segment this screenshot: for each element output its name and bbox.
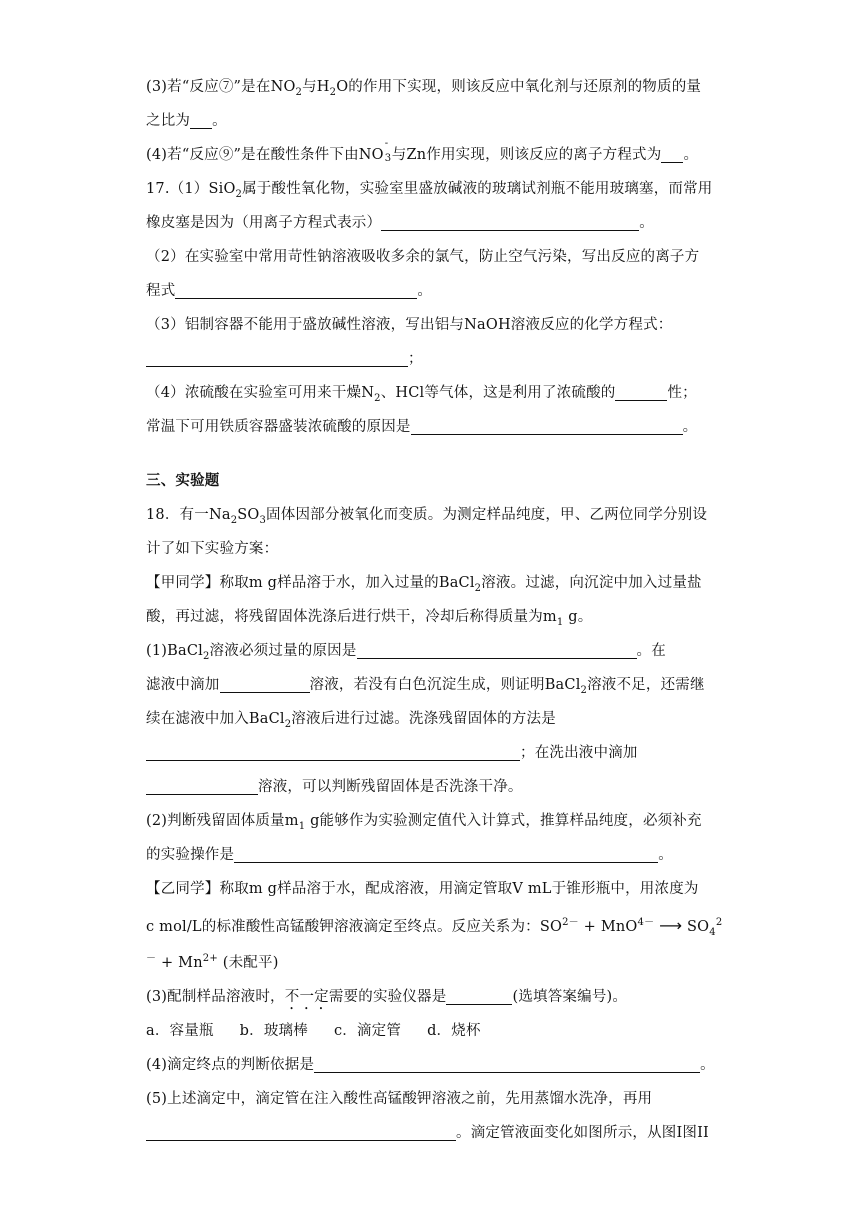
reaction-arrow-icon: ⟶ xyxy=(659,916,683,935)
q17-part4-line1: （4）浓硫酸在实验室可用来干燥$N_2$、HCl等气体，这是利用了浓硫酸的 性； xyxy=(146,376,718,410)
q17-part3-line2: ； xyxy=(146,342,718,376)
q18-yi-line1: 【乙同学】称取m g样品溶于水，配成溶液，用滴定管取V mL于锥形瓶中，用浓度为 xyxy=(146,881,699,897)
q18-intro-line2: 计了如下实验方案： xyxy=(146,541,279,557)
option-c[interactable]: c．滴定管 xyxy=(333,1023,402,1039)
answer-blank[interactable] xyxy=(314,1050,700,1073)
q17-part1-line1: 17.（1）SiO$_2$属于酸性氧化物，实验室里盛放碱液的玻璃试剂瓶不能用玻璃塞，而常用 xyxy=(146,181,713,200)
option-d[interactable]: d．烧杯 xyxy=(427,1023,481,1039)
option-b[interactable]: b．玻璃棒 xyxy=(239,1023,308,1039)
q16-part3-line2: 之比为 。 xyxy=(146,104,718,138)
q18-s1-line5: 溶液，可以判断残留固体是否洗涤干净。 xyxy=(146,770,718,804)
option-a[interactable]: a．容量瓶 xyxy=(146,1023,214,1039)
q16-part4-line: (4)若“反应⑨”是在酸性条件下由NO - 3 与Zn作用实现，则该反应的离子方程式为 。 xyxy=(146,138,699,164)
answer-blank[interactable] xyxy=(146,738,520,761)
q18-s1-line4: ；在洗出液中滴加 xyxy=(146,736,718,770)
answer-blank[interactable] xyxy=(234,840,658,863)
q18-s3-options xyxy=(146,1014,718,1048)
q17-part1-line2: 橡皮塞是因为（用离子方程式表示） 。 xyxy=(146,206,718,240)
answer-blank[interactable] xyxy=(190,106,212,129)
q18-intro-line1: 18．有一$Na_2SO_3$固体因部分被氧化而变质。为测定样品纯度，甲、乙两位同学分别设 xyxy=(146,507,708,526)
answer-blank[interactable] xyxy=(146,772,258,795)
q16-part3-line1: (3)若“反应⑦”是在$NO_2$与$H_2O$的作用下实现，则该反应中氧化剂与还原剂的物质的量 xyxy=(146,79,702,98)
q18-s2-line2: 的实验操作是 。 xyxy=(146,838,718,872)
answer-blank[interactable] xyxy=(146,344,408,367)
q18-s5-line1: (5)上述滴定中，滴定管在注入酸性高锰酸钾溶液之前，先用蒸馏水洗净，再用 xyxy=(146,1091,653,1107)
q18-jia-line1: 【甲同学】称取m g样品溶于水，加入过量的BaCl$_2$溶液。过滤，向沉淀中加入过量盐 xyxy=(146,575,702,594)
q18-yi-line2: c mol/L的标准酸性高锰酸钾溶液滴定至终点。反应关系为：$SO^{2-} + MnO^{4-}$ ⟶ $SO_4^2$ xyxy=(146,916,723,938)
q18-s4-line: (4)滴定终点的判断依据是 。 xyxy=(146,1048,718,1082)
document-page xyxy=(146,70,723,1150)
q18-s1-line2: 滤液中滴加 溶液，若没有白色沉淀生成，则证明BaCl$_2$溶液不足，还需继 xyxy=(146,668,718,702)
answer-blank[interactable] xyxy=(220,670,310,693)
q18-yi-line3: $^- + Mn^{2+}$ (未配平) xyxy=(146,953,279,971)
q18-s1-line1: (1)BaCl$_2$溶液必须过量的原因是 。在 xyxy=(146,634,718,668)
q17-part2-line1: （2）在实验室中常用苛性钠溶液吸收多余的氯气，防止空气污染，写出反应的离子方 xyxy=(146,249,700,265)
answer-blank[interactable] xyxy=(411,412,683,435)
answer-blank[interactable] xyxy=(446,982,512,1005)
q18-s5-line2: 。滴定管液面变化如图所示，从图I图II xyxy=(146,1116,718,1150)
q17-part2-line2: 程式 。 xyxy=(146,274,718,308)
q18-s1-line3: 续在滤液中加入BaCl$_2$溶液后进行过滤。洗涤残留固体的方法是 xyxy=(146,711,556,730)
q18-s3-line: (3)配制样品溶液时，不一定需要的实验仪器是 (选填答案编号)。 xyxy=(146,980,718,1014)
section-title: 三、实验题 xyxy=(146,472,220,489)
answer-blank[interactable] xyxy=(146,1118,456,1141)
answer-blank[interactable] xyxy=(615,378,667,401)
q18-s2-line1: (2)判断残留固体质量$m_1$ g能够作为实验测定值代入计算式，推算样品纯度，必须补充 xyxy=(146,813,702,832)
answer-blank[interactable] xyxy=(175,276,417,299)
q18-jia-line2: 酸，再过滤，将残留固体洗涤后进行烘干，冷却后称得质量为$m_1$ g。 xyxy=(146,609,593,628)
answer-blank[interactable] xyxy=(661,140,683,163)
q17-part3-line1: （3）铝制容器不能用于盛放碱性溶液，写出铝与NaOH溶液反应的化学方程式： xyxy=(146,317,673,333)
answer-blank[interactable] xyxy=(381,208,639,231)
answer-blank[interactable] xyxy=(357,636,637,659)
q17-part4-line2: 常温下可用铁质容器盛装浓硫酸的原因是 。 xyxy=(146,410,718,444)
